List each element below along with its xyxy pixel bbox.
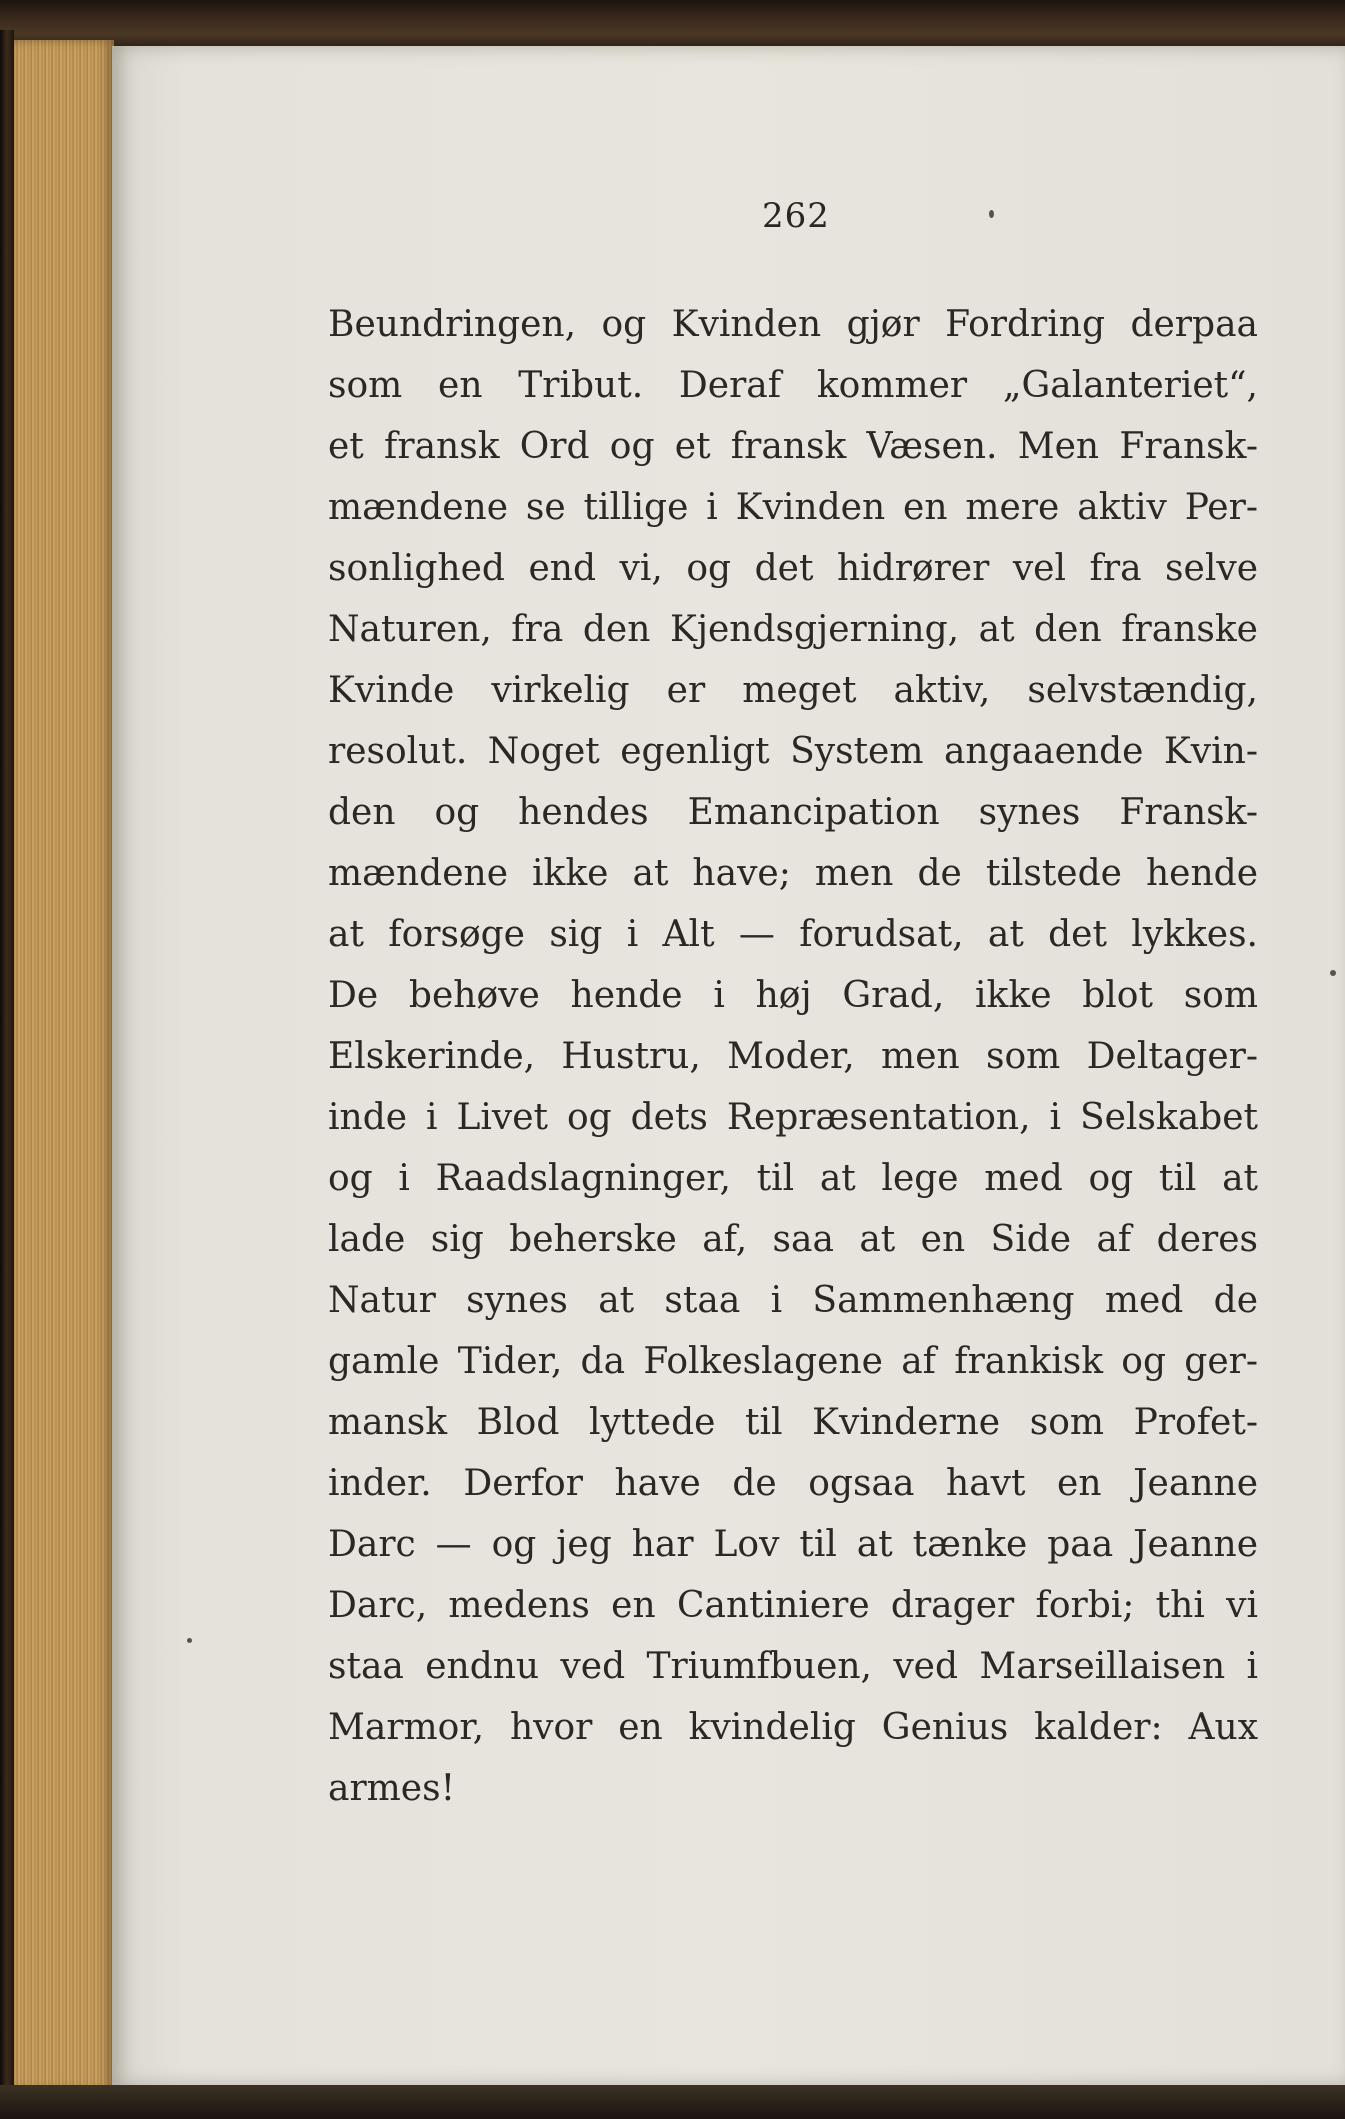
ink-speck: [989, 210, 994, 218]
text-line: Elskerinde, Hustru, Moder, men som Deltager-: [328, 1036, 1258, 1077]
text-line: mansk Blod lyttede til Kvinderne som Profet-: [328, 1402, 1258, 1443]
text-line: staa endnu ved Triumfbuen, ved Marseillaisen i: [328, 1646, 1258, 1687]
text-line: Naturen, fra den Kjendsgjerning, at den franske: [328, 609, 1258, 650]
page-stack-edge: [14, 40, 114, 2090]
text-line: resolut. Noget egenligt System angaaende Kvin-: [328, 731, 1258, 772]
text-line: mændene ikke at have; men de tilstede hende: [328, 853, 1258, 894]
text-line: sonlighed end vi, og det hidrører vel fra selve: [328, 548, 1258, 589]
body-text: [328, 294, 1258, 1819]
text-line: den og hendes Emancipation synes Fransk-: [328, 792, 1258, 833]
text-line: og i Raadslagninger, til at lege med og til at: [328, 1158, 1258, 1199]
text-line: De behøve hende i høj Grad, ikke blot som: [328, 975, 1258, 1016]
page-number: 262: [762, 196, 830, 236]
text-line: Beundringen, og Kvinden gjør Fordring derpaa: [328, 304, 1258, 345]
text-line: inder. Derfor have de ogsaa havt en Jeanne: [328, 1463, 1258, 1504]
text-line: Natur synes at staa i Sammenhæng med de: [328, 1280, 1258, 1321]
text-line: armes!: [328, 1768, 456, 1809]
book-bottom-edge: [0, 2085, 1345, 2119]
text-line: som en Tribut. Deraf kommer „Galanteriet“,: [328, 365, 1258, 406]
text-line: Kvinde virkelig er meget aktiv, selvstændig,: [328, 670, 1258, 711]
text-line: mændene se tillige i Kvinden en mere aktiv Per-: [328, 487, 1258, 528]
text-line: et fransk Ord og et fransk Væsen. Men Fransk-: [328, 426, 1258, 467]
book-cover-edge: [0, 30, 14, 2090]
text-line: lade sig beherske af, saa at en Side af deres: [328, 1219, 1258, 1260]
text-line: Darc, medens en Cantiniere drager forbi; thi vi: [328, 1585, 1258, 1626]
ink-speck: [187, 1638, 192, 1643]
ink-speck: [1330, 970, 1336, 976]
text-line: gamle Tider, da Folkeslagene af frankisk og ger-: [328, 1341, 1258, 1382]
text-line: inde i Livet og dets Repræsentation, i Selskabet: [328, 1097, 1258, 1138]
text-line: Darc — og jeg har Lov til at tænke paa Jeanne: [328, 1524, 1258, 1565]
text-line: Marmor, hvor en kvindelig Genius kalder: Aux: [328, 1707, 1258, 1748]
text-line: at forsøge sig i Alt — forudsat, at det lykkes.: [328, 914, 1258, 955]
book-top-edge: [0, 0, 1345, 48]
